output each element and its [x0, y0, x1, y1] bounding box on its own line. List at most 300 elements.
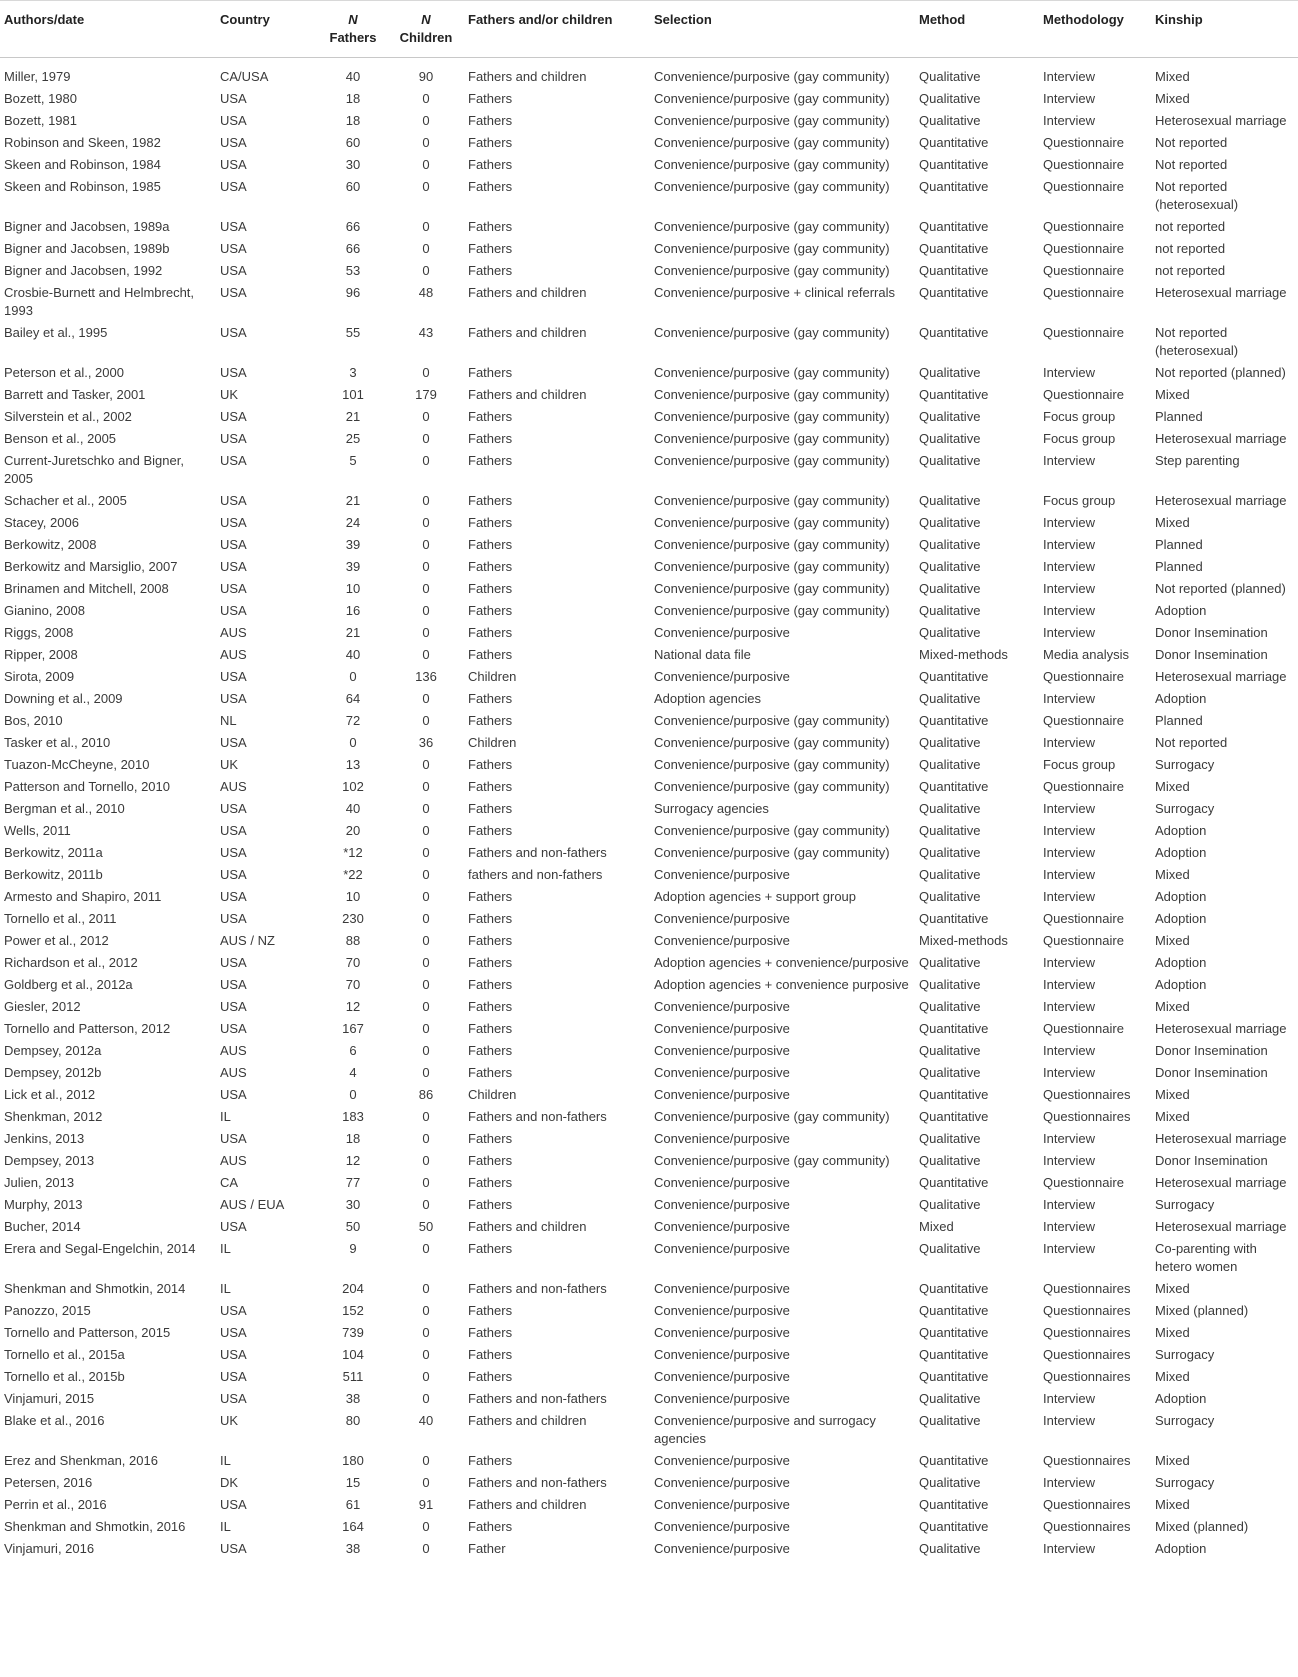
cell-n-fathers: 25 [345, 431, 361, 446]
cell-selection: Adoption agencies [654, 691, 761, 706]
cell-n-fathers: 10 [345, 889, 361, 904]
cell-kinship: Adoption [1155, 691, 1207, 706]
cell-participants: Fathers [468, 1021, 513, 1036]
cell-participants: Fathers [468, 1325, 513, 1340]
cell-country: IL [220, 1241, 231, 1256]
cell-author: Shenkman, 2012 [4, 1109, 103, 1124]
cell-method: Qualitative [919, 515, 981, 530]
cell-methodology: Questionnaires [1043, 1281, 1131, 1296]
cell-author: Bozett, 1980 [4, 91, 77, 106]
cell-method: Qualitative [919, 889, 981, 904]
cell-methodology: Media analysis [1043, 647, 1129, 662]
cell-country: USA [220, 219, 247, 234]
cell-participants: fathers and non-fathers [468, 867, 603, 882]
cell-methodology: Questionnaires [1043, 1347, 1131, 1362]
cell-methodology: Interview [1043, 1241, 1096, 1256]
cell-n-fathers: 9 [349, 1241, 357, 1256]
cell-n-fathers: 12 [345, 999, 361, 1014]
cell-n-fathers: 0 [349, 735, 357, 750]
cell-author: Peterson et al., 2000 [4, 365, 124, 380]
cell-author: Dempsey, 2012b [4, 1065, 102, 1080]
cell-method: Qualitative [919, 845, 981, 860]
cell-n-children: 0 [422, 1453, 430, 1468]
cell-methodology: Questionnaire [1043, 1175, 1124, 1190]
cell-method: Qualitative [919, 735, 981, 750]
cell-selection: Convenience/purposive [654, 1241, 790, 1256]
cell-kinship: Donor Insemination [1155, 647, 1268, 662]
cell-selection: Convenience/purposive [654, 1021, 790, 1036]
cell-participants: Fathers [468, 757, 513, 772]
cell-kinship: Not reported (planned) [1155, 365, 1286, 380]
cell-n-children: 0 [422, 823, 430, 838]
cell-author: Perrin et al., 2016 [4, 1497, 107, 1512]
cell-country: AUS [220, 647, 247, 662]
cell-kinship: Donor Insemination [1155, 625, 1268, 640]
cell-kinship: Planned [1155, 559, 1203, 574]
cell-selection: Convenience/purposive [654, 867, 790, 882]
cell-n-fathers: 18 [345, 91, 361, 106]
table-row [0, 798, 1298, 820]
cell-n-fathers: 183 [342, 1109, 364, 1124]
cell-country: USA [220, 263, 247, 278]
cell-n-fathers: 66 [345, 219, 361, 234]
cell-n-fathers: 96 [345, 285, 361, 300]
cell-participants: Fathers [468, 135, 513, 150]
table-row [0, 428, 1298, 450]
cell-author: Downing et al., 2009 [4, 691, 123, 706]
cell-method: Quantitative [919, 1325, 989, 1340]
cell-selection: Convenience/purposive [654, 1197, 790, 1212]
cell-country: USA [220, 91, 247, 106]
cell-country: UK [220, 757, 239, 772]
cell-author: Jenkins, 2013 [4, 1131, 85, 1146]
cell-kinship: Donor Insemination [1155, 1065, 1268, 1080]
cell-author: Shenkman and Shmotkin, 2014 [4, 1281, 186, 1296]
cell-methodology: Interview [1043, 453, 1096, 468]
cell-methodology: Interview [1043, 999, 1096, 1014]
cell-n-fathers: 204 [342, 1281, 364, 1296]
table-row [0, 176, 1298, 216]
cell-participants: Fathers [468, 603, 513, 618]
cell-selection: Convenience/purposive [654, 911, 790, 926]
table-row [0, 1172, 1298, 1194]
cell-participants: Fathers [468, 933, 513, 948]
cell-country: USA [220, 581, 247, 596]
cell-selection: Convenience/purposive (gay community) [654, 179, 890, 194]
cell-selection: Convenience/purposive [654, 1347, 790, 1362]
cell-selection: Convenience/purposive (gay community) [654, 493, 890, 508]
cell-author: Benson et al., 2005 [4, 431, 117, 446]
cell-n-fathers: 77 [345, 1175, 361, 1190]
table-row [0, 1344, 1298, 1366]
cell-n-children: 0 [422, 603, 430, 618]
table-row [0, 1494, 1298, 1516]
cell-n-fathers: 0 [349, 1087, 357, 1102]
table-row [0, 362, 1298, 384]
cell-selection: Convenience/purposive (gay community) [654, 1153, 890, 1168]
cell-country: USA [220, 1347, 247, 1362]
table-row [0, 260, 1298, 282]
cell-n-children: 36 [418, 735, 434, 750]
cell-country: USA [220, 493, 247, 508]
cell-n-children: 0 [422, 691, 430, 706]
cell-n-fathers: 511 [342, 1369, 364, 1384]
cell-participants: Fathers [468, 911, 513, 926]
cell-kinship: Not reported (planned) [1155, 581, 1286, 596]
cell-participants: Fathers [468, 647, 513, 662]
cell-participants: Fathers [468, 559, 513, 574]
cell-selection: Surrogacy agencies [654, 801, 769, 816]
cell-author: Tuazon-McCheyne, 2010 [4, 757, 150, 772]
cell-author: Murphy, 2013 [4, 1197, 83, 1212]
cell-author: Skeen and Robinson, 1985 [4, 179, 161, 194]
cell-n-fathers: 10 [345, 581, 361, 596]
cell-selection: National data file [654, 647, 751, 662]
header-country: Country [216, 1, 318, 58]
cell-kinship: Heterosexual marriage [1155, 1021, 1287, 1036]
cell-methodology: Questionnaire [1043, 263, 1124, 278]
cell-participants: Father [468, 1541, 506, 1556]
cell-participants: Fathers [468, 365, 513, 380]
header-selection: Selection [650, 1, 915, 58]
cell-methodology: Interview [1043, 1065, 1096, 1080]
cell-methodology: Questionnaires [1043, 1303, 1131, 1318]
cell-n-fathers: 180 [342, 1453, 364, 1468]
cell-n-children: 0 [422, 157, 430, 172]
cell-selection: Adoption agencies + convenience purposive [654, 977, 909, 992]
cell-author: Miller, 1979 [4, 69, 71, 84]
table-row [0, 58, 1298, 89]
cell-n-children: 0 [422, 179, 430, 194]
cell-author: Bigner and Jacobsen, 1989a [4, 219, 170, 234]
cell-selection: Convenience/purposive and surrogacy agencies [654, 1413, 876, 1446]
cell-kinship: Mixed [1155, 1087, 1190, 1102]
cell-n-fathers: 70 [345, 977, 361, 992]
cell-kinship: not reported [1155, 241, 1226, 256]
cell-n-children: 0 [422, 1065, 430, 1080]
header-row [0, 1, 1298, 58]
cell-selection: Convenience/purposive (gay community) [654, 757, 890, 772]
cell-n-fathers: 38 [345, 1391, 361, 1406]
cell-author: Panozzo, 2015 [4, 1303, 91, 1318]
cell-kinship: Surrogacy [1155, 1413, 1215, 1428]
cell-method: Qualitative [919, 559, 981, 574]
cell-participants: Fathers [468, 977, 513, 992]
cell-author: Tornello et al., 2015b [4, 1369, 125, 1384]
cell-method: Mixed [919, 1219, 954, 1234]
cell-n-children: 0 [422, 431, 430, 446]
cell-method: Qualitative [919, 1153, 981, 1168]
cell-selection: Convenience/purposive (gay community) [654, 1109, 890, 1124]
cell-kinship: Heterosexual marriage [1155, 285, 1287, 300]
cell-methodology: Questionnaire [1043, 779, 1124, 794]
table-row [0, 600, 1298, 622]
cell-method: Quantitative [919, 1347, 989, 1362]
cell-n-children: 0 [422, 1281, 430, 1296]
cell-method: Quantitative [919, 387, 989, 402]
cell-methodology: Questionnaires [1043, 1325, 1131, 1340]
cell-kinship: not reported [1155, 219, 1226, 234]
cell-method: Qualitative [919, 757, 981, 772]
cell-selection: Convenience/purposive (gay community) [654, 387, 890, 402]
cell-participants: Fathers [468, 1153, 513, 1168]
cell-participants: Fathers [468, 431, 513, 446]
cell-participants: Fathers [468, 157, 513, 172]
cell-n-children: 0 [422, 1325, 430, 1340]
cell-author: Current-Juretschko and Bigner, 2005 [4, 453, 184, 486]
cell-n-children: 0 [422, 1175, 430, 1190]
cell-country: USA [220, 955, 247, 970]
cell-country: IL [220, 1109, 231, 1124]
cell-n-children: 0 [422, 581, 430, 596]
cell-method: Quantitative [919, 1369, 989, 1384]
cell-n-fathers: 38 [345, 1541, 361, 1556]
table-row [0, 732, 1298, 754]
cell-participants: Fathers [468, 889, 513, 904]
cell-methodology: Interview [1043, 625, 1096, 640]
cell-method: Qualitative [919, 453, 981, 468]
cell-kinship: Co-parenting with hetero women [1155, 1241, 1257, 1274]
cell-country: USA [220, 603, 247, 618]
cell-author: Stacey, 2006 [4, 515, 79, 530]
table-row [0, 666, 1298, 688]
cell-method: Quantitative [919, 1453, 989, 1468]
cell-methodology: Interview [1043, 955, 1096, 970]
cell-selection: Convenience/purposive + clinical referrals [654, 285, 895, 300]
table-row [0, 1450, 1298, 1472]
cell-n-fathers: 55 [345, 325, 361, 340]
cell-country: IL [220, 1519, 231, 1534]
cell-participants: Fathers [468, 581, 513, 596]
cell-country: USA [220, 669, 247, 684]
table-row [0, 952, 1298, 974]
cell-country: USA [220, 1303, 247, 1318]
cell-selection: Convenience/purposive [654, 999, 790, 1014]
table-row [0, 622, 1298, 644]
cell-methodology: Focus group [1043, 431, 1116, 446]
cell-method: Quantitative [919, 1519, 989, 1534]
cell-kinship: Donor Insemination [1155, 1043, 1268, 1058]
table-row [0, 1128, 1298, 1150]
cell-n-children: 0 [422, 1541, 430, 1556]
cell-kinship: Not reported [1155, 157, 1228, 172]
cell-participants: Fathers [468, 1197, 513, 1212]
table-row [0, 406, 1298, 428]
cell-author: Riggs, 2008 [4, 625, 74, 640]
cell-n-children: 0 [422, 933, 430, 948]
cell-methodology: Interview [1043, 365, 1096, 380]
table-row [0, 1106, 1298, 1128]
cell-kinship: Adoption [1155, 911, 1207, 926]
cell-methodology: Focus group [1043, 493, 1116, 508]
cell-author: Ripper, 2008 [4, 647, 78, 662]
cell-author: Silverstein et al., 2002 [4, 409, 132, 424]
cell-participants: Fathers [468, 1347, 513, 1362]
cell-n-children: 0 [422, 1347, 430, 1362]
cell-methodology: Questionnaire [1043, 669, 1124, 684]
cell-method: Quantitative [919, 1109, 989, 1124]
cell-participants: Fathers [468, 823, 513, 838]
cell-participants: Fathers [468, 955, 513, 970]
cell-method: Quantitative [919, 1497, 989, 1512]
cell-n-fathers: 13 [345, 757, 361, 772]
cell-n-children: 0 [422, 867, 430, 882]
header-n-fathers-label: Fathers [329, 30, 377, 45]
cell-n-children: 0 [422, 135, 430, 150]
cell-n-children: 0 [422, 647, 430, 662]
cell-n-children: 0 [422, 845, 430, 860]
cell-country: USA [220, 977, 247, 992]
table-row [0, 512, 1298, 534]
cell-kinship: Heterosexual marriage [1155, 1131, 1287, 1146]
cell-n-children: 50 [418, 1219, 434, 1234]
cell-methodology: Interview [1043, 801, 1096, 816]
table-row [0, 864, 1298, 886]
cell-n-fathers: 4 [349, 1065, 357, 1080]
table-row [0, 1040, 1298, 1062]
table-row [0, 578, 1298, 600]
cell-participants: Fathers and children [468, 285, 587, 300]
cell-method: Qualitative [919, 625, 981, 640]
cell-kinship: Not reported [1155, 135, 1228, 150]
cell-participants: Fathers [468, 113, 513, 128]
table-row [0, 490, 1298, 512]
cell-method: Quantitative [919, 1175, 989, 1190]
cell-author: Dempsey, 2012a [4, 1043, 102, 1058]
cell-kinship: Mixed [1155, 1497, 1190, 1512]
cell-n-children: 0 [422, 263, 430, 278]
cell-n-children: 0 [422, 515, 430, 530]
cell-method: Qualitative [919, 1043, 981, 1058]
cell-n-fathers: 164 [342, 1519, 364, 1534]
cell-n-children: 0 [422, 409, 430, 424]
cell-kinship: Heterosexual marriage [1155, 1175, 1287, 1190]
cell-method: Quantitative [919, 779, 989, 794]
cell-n-children: 0 [422, 537, 430, 552]
cell-methodology: Interview [1043, 559, 1096, 574]
cell-country: CA/USA [220, 69, 269, 84]
cell-selection: Convenience/purposive [654, 1131, 790, 1146]
cell-selection: Convenience/purposive (gay community) [654, 453, 890, 468]
cell-method: Qualitative [919, 999, 981, 1014]
cell-n-children: 0 [422, 1475, 430, 1490]
table-row [0, 282, 1298, 322]
cell-method: Quantitative [919, 325, 989, 340]
table-row [0, 322, 1298, 362]
cell-n-children: 40 [418, 1413, 434, 1428]
cell-author: Vinjamuri, 2015 [4, 1391, 95, 1406]
cell-methodology: Interview [1043, 91, 1096, 106]
cell-n-children: 0 [422, 1391, 430, 1406]
cell-n-children: 0 [422, 1153, 430, 1168]
table-row [0, 820, 1298, 842]
cell-selection: Convenience/purposive (gay community) [654, 241, 890, 256]
cell-kinship: Surrogacy [1155, 1475, 1215, 1490]
table-row [0, 996, 1298, 1018]
cell-n-children: 0 [422, 365, 430, 380]
cell-selection: Convenience/purposive [654, 1281, 790, 1296]
cell-selection: Convenience/purposive [654, 669, 790, 684]
cell-author: Erera and Segal-Engelchin, 2014 [4, 1241, 196, 1256]
cell-methodology: Questionnaire [1043, 179, 1124, 194]
cell-method: Qualitative [919, 91, 981, 106]
cell-country: USA [220, 1131, 247, 1146]
table-row [0, 644, 1298, 666]
cell-n-fathers: 30 [345, 1197, 361, 1212]
cell-methodology: Questionnaire [1043, 157, 1124, 172]
header-n-fathers [318, 1, 388, 58]
table-row [0, 1410, 1298, 1450]
cell-author: Wells, 2011 [4, 823, 71, 838]
cell-n-children: 136 [415, 669, 437, 684]
header-methodology: Methodology [1039, 1, 1151, 58]
cell-n-fathers: 61 [345, 1497, 361, 1512]
cell-kinship: not reported [1155, 263, 1226, 278]
cell-n-children: 0 [422, 1369, 430, 1384]
cell-n-children: 0 [422, 1043, 430, 1058]
cell-kinship: Donor Insemination [1155, 1153, 1268, 1168]
table-row [0, 216, 1298, 238]
cell-method: Qualitative [919, 409, 981, 424]
cell-country: USA [220, 157, 247, 172]
cell-n-fathers: 5 [349, 453, 357, 468]
cell-n-fathers: 18 [345, 1131, 361, 1146]
cell-method: Qualitative [919, 431, 981, 446]
cell-author: Robinson and Skeen, 1982 [4, 135, 161, 150]
cell-selection: Convenience/purposive (gay community) [654, 735, 890, 750]
cell-n-fathers: 21 [345, 493, 361, 508]
cell-kinship: Heterosexual marriage [1155, 431, 1287, 446]
cell-n-children: 91 [418, 1497, 434, 1512]
cell-methodology: Interview [1043, 735, 1096, 750]
cell-country: USA [220, 409, 247, 424]
cell-author: Julien, 2013 [4, 1175, 75, 1190]
cell-author: Bailey et al., 1995 [4, 325, 108, 340]
cell-country: AUS [220, 1065, 247, 1080]
cell-participants: Fathers [468, 1175, 513, 1190]
cell-method: Mixed-methods [919, 647, 1008, 662]
table-row [0, 556, 1298, 578]
table-row [0, 1278, 1298, 1300]
cell-methodology: Interview [1043, 1131, 1096, 1146]
cell-participants: Fathers [468, 801, 513, 816]
cell-kinship: Mixed [1155, 515, 1190, 530]
cell-country: USA [220, 1541, 247, 1556]
cell-author: Crosbie-Burnett and Helmbrecht, 1993 [4, 285, 195, 318]
cell-author: Giesler, 2012 [4, 999, 81, 1014]
cell-selection: Convenience/purposive [654, 1475, 790, 1490]
cell-method: Qualitative [919, 537, 981, 552]
cell-n-fathers: 167 [342, 1021, 364, 1036]
cell-method: Qualitative [919, 1197, 981, 1212]
cell-n-children: 0 [422, 453, 430, 468]
cell-selection: Convenience/purposive [654, 1453, 790, 1468]
cell-n-fathers: 60 [345, 179, 361, 194]
cell-methodology: Questionnaires [1043, 1087, 1131, 1102]
cell-n-children: 0 [422, 1131, 430, 1146]
cell-country: USA [220, 889, 247, 904]
cell-participants: Children [468, 735, 517, 750]
cell-method: Qualitative [919, 691, 981, 706]
cell-author: Brinamen and Mitchell, 2008 [4, 581, 169, 596]
cell-methodology: Questionnaire [1043, 219, 1124, 234]
cell-n-fathers: 40 [345, 801, 361, 816]
cell-kinship: Adoption [1155, 1391, 1207, 1406]
cell-selection: Convenience/purposive [654, 1325, 790, 1340]
cell-methodology: Interview [1043, 889, 1096, 904]
cell-n-children: 0 [422, 801, 430, 816]
cell-methodology: Questionnaire [1043, 325, 1124, 340]
